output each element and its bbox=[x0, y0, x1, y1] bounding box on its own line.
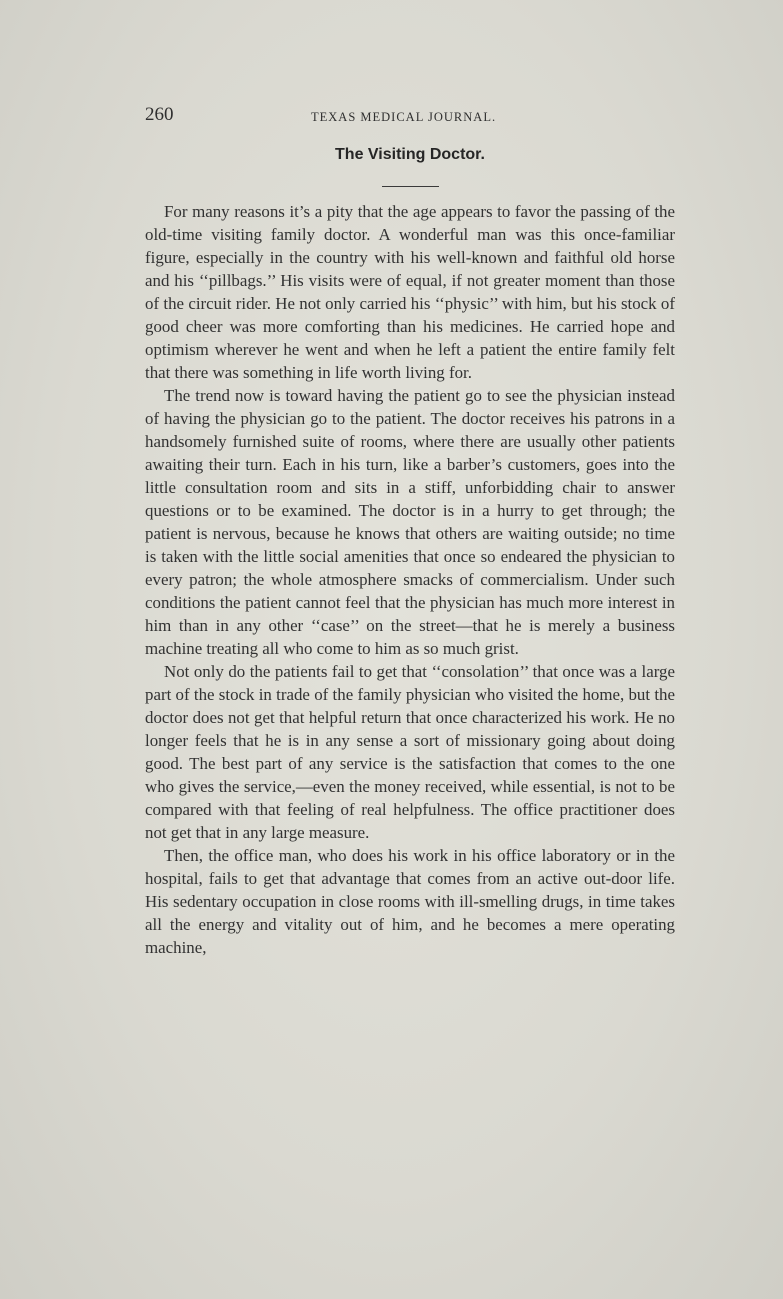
article-body bbox=[145, 200, 675, 959]
article-title: The Visiting Doctor. bbox=[335, 146, 485, 163]
paragraph: For many reasons it’s a pity that the age appears to favor the passing of the old-time visiting family doctor. A wonderful man was this once-familiar figure, especially in the country with his well-known and faithful old horse and his ‘‘pillbags.’’ His visits were of equal, if not greater moment than those of the circuit rider. He not only carried his ‘‘physic’’ with him, but his stock of good cheer was more comforting than his medicines. He carried hope and optimism wherever he went and when he left a patient the entire family felt that there was something in life worth living for. bbox=[145, 202, 675, 382]
page-number: 260 bbox=[145, 104, 174, 125]
paragraph: The trend now is toward having the patient go to see the physician instead of having the physician go to the patient. The doctor receives his patrons in a handsomely furnished suite of rooms, where there are usually other patients awaiting their turn. Each in his turn, like a barber’s customers, goes into the little consultation room and sits in a stiff, unforbidding chair to answer questions or to be examined. The doctor is in a hurry to get through; the patient is nervous, because he knows that others are waiting outside; no time is taken with the little social amenities that once so endeared the physician to every patron; the whole atmosphere smacks of commercialism. Under such conditions the patient cannot feel that the physician has much more interest in him than in any other ‘‘case’’ on the street—that he is merely a business machine treating all who come to him as so much grist. bbox=[145, 386, 675, 658]
paragraph: Then, the office man, who does his work in his office laboratory or in the hospital, fails to get that advantage that comes from an active out-door life. His sedentary occupation in close rooms with ill-smelling drugs, in time takes all the energy and vitality out of him, and he becomes a mere operating machine, bbox=[145, 846, 675, 957]
page-header bbox=[145, 104, 675, 130]
paragraph: Not only do the patients fail to get that ‘‘consolation’’ that once was a large part of the stock in trade of the family physician who visited the home, but the doctor does not get that helpful return that once characterized his work. He no longer feels that he is in any sense a sort of missionary going about doing good. The best part of any service is the satisfaction that comes to the one who gives the service,—even the money received, while essential, is not to be compared with that feeling of real helpfulness. The office practitioner does not get that in any large measure. bbox=[145, 662, 675, 842]
title-divider bbox=[382, 186, 439, 187]
running-head: TEXAS MEDICAL JOURNAL. bbox=[311, 110, 497, 124]
